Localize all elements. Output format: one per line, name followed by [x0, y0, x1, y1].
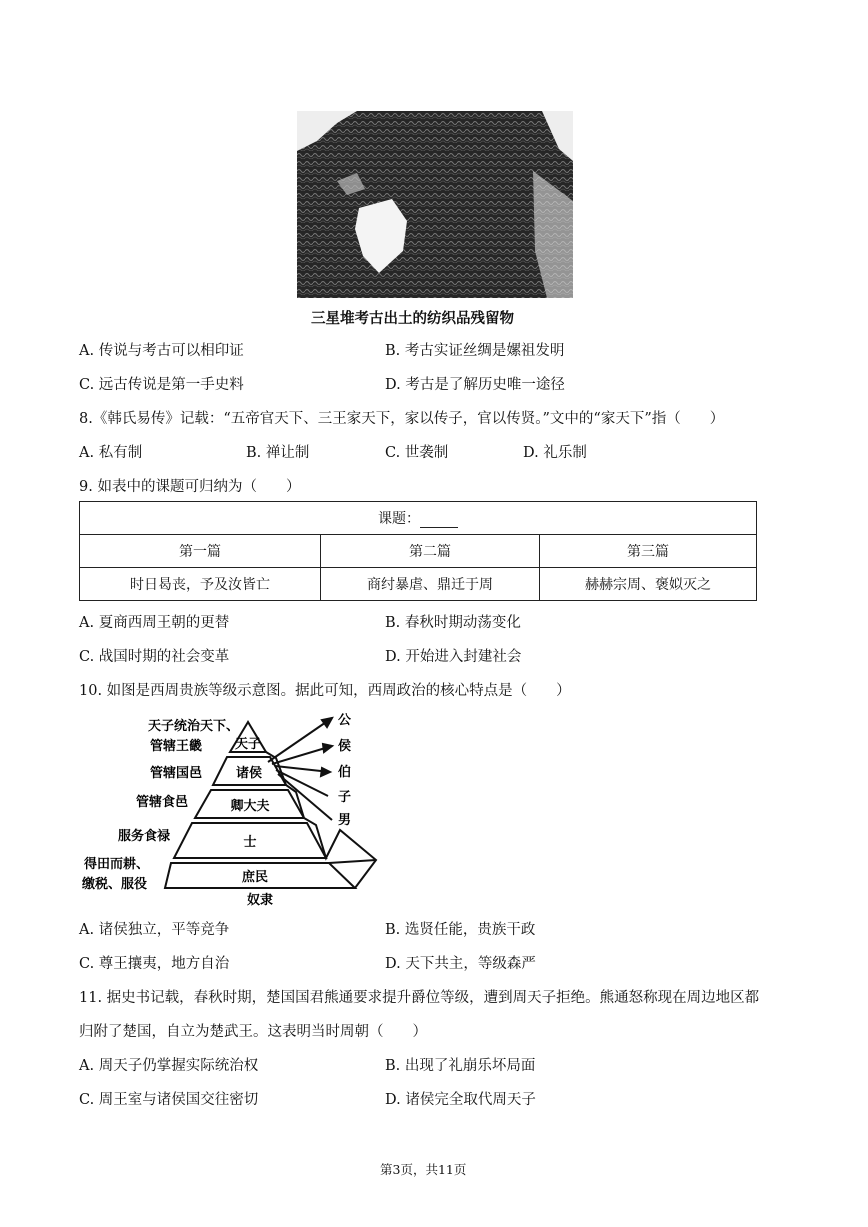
q9-stem: 9. 如表中的课题可归纳为（ ） — [79, 479, 301, 495]
rank-label: 公 — [338, 713, 352, 728]
q11-option-b[interactable]: B. 出现了礼崩乐坏局面 — [385, 1058, 536, 1074]
q10-option-b[interactable]: B. 选贤任能，贵族干政 — [385, 922, 536, 938]
q9-option-d[interactable]: D. 开始进入封建社会 — [385, 649, 522, 665]
rank-label: 伯 — [338, 765, 352, 780]
topic-title-cell — [80, 502, 757, 535]
q9-option-a[interactable]: A. 夏商西周王朝的更替 — [79, 615, 230, 631]
q7-option-c[interactable]: C. 远古传说是第一手史料 — [79, 377, 244, 393]
hierarchy-pyramid-diagram — [70, 700, 390, 910]
pyramid-level-label: 庶民 — [241, 870, 269, 885]
page-footer: 第3页，共11页 — [380, 1162, 467, 1177]
photo-caption: 三星堆考古出土的纺织品残留物 — [311, 311, 514, 327]
duty-label: 管辖食邑 — [136, 795, 189, 810]
q10-stem: 10. 如图是西周贵族等级示意图。据此可知，西周政治的核心特点是（ ） — [79, 683, 571, 699]
q9-option-b[interactable]: B. 春秋时期动荡变化 — [385, 615, 521, 631]
q10-option-a[interactable]: A. 诸侯独立，平等竞争 — [79, 922, 230, 938]
table-cell: 赫赫宗周、褒姒灭之 — [540, 568, 757, 601]
q11-option-a[interactable]: A. 周天子仍掌握实际统治权 — [79, 1058, 259, 1074]
rank-label: 侯 — [338, 739, 352, 754]
q11-option-c[interactable]: C. 周王室与诸侯国交往密切 — [79, 1092, 259, 1108]
duty-label: 缴税、服役 — [82, 877, 148, 892]
table-cell: 商纣暴虐、鼎迁于周 — [321, 568, 540, 601]
q7-option-d[interactable]: D. 考古是了解历史唯一途径 — [385, 377, 565, 393]
q10-option-d[interactable]: D. 天下共主，等级森严 — [385, 956, 536, 972]
table-header: 第二篇 — [321, 535, 540, 568]
duty-label: 管辖国邑 — [150, 766, 203, 781]
pyramid-level-label: 诸侯 — [235, 766, 263, 781]
duty-label: 天子统治天下、 — [148, 719, 240, 734]
q8-stem: 8.《韩氏易传》记载：“五帝官天下、三王家天下，家以传子，官以传贤。”文中的“家天下”指（ ） — [79, 411, 725, 427]
pyramid-bottom-label: 奴隶 — [246, 893, 274, 908]
duty-label: 管辖王畿 — [150, 739, 203, 754]
q11-stem-line2: 归附了楚国，自立为楚武王。这表明当时周朝（ ） — [79, 1024, 427, 1040]
pyramid-level-label: 天子 — [234, 737, 262, 752]
textile-photo — [297, 111, 573, 298]
q10-option-c[interactable]: C. 尊王攘夷，地方自治 — [79, 956, 230, 972]
rank-label: 子 — [338, 790, 352, 805]
q8-option-d[interactable]: D. 礼乐制 — [523, 445, 587, 461]
duty-label: 服务食禄 — [118, 829, 171, 844]
table-cell: 时日曷丧，予及汝皆亡 — [80, 568, 321, 601]
topic-blank — [420, 513, 458, 528]
q7-option-b[interactable]: B. 考古实证丝绸是嫘祖发明 — [385, 343, 565, 359]
pyramid-level-label: 士 — [243, 835, 257, 850]
q8-option-b[interactable]: B. 禅让制 — [246, 445, 310, 461]
q11-stem-line1: 11. 据史书记载，春秋时期，楚国国君熊通要求提升爵位等级，遭到周天子拒绝。熊通怒称现在周边地区都 — [79, 990, 760, 1006]
table-header: 第一篇 — [80, 535, 321, 568]
table-header: 第三篇 — [540, 535, 757, 568]
duty-label: 得田而耕、 — [84, 857, 150, 872]
q9-option-c[interactable]: C. 战国时期的社会变革 — [79, 649, 230, 665]
topic-title: 课题： — [378, 511, 420, 527]
q8-option-c[interactable]: C. 世袭制 — [385, 445, 449, 461]
q7-option-a[interactable]: A. 传说与考古可以相印证 — [79, 343, 244, 359]
topic-table — [79, 501, 757, 601]
q8-option-a[interactable]: A. 私有制 — [79, 445, 143, 461]
q11-option-d[interactable]: D. 诸侯完全取代周天子 — [385, 1092, 536, 1108]
pyramid-level-label: 卿大夫 — [230, 799, 270, 814]
rank-label: 男 — [338, 813, 352, 828]
